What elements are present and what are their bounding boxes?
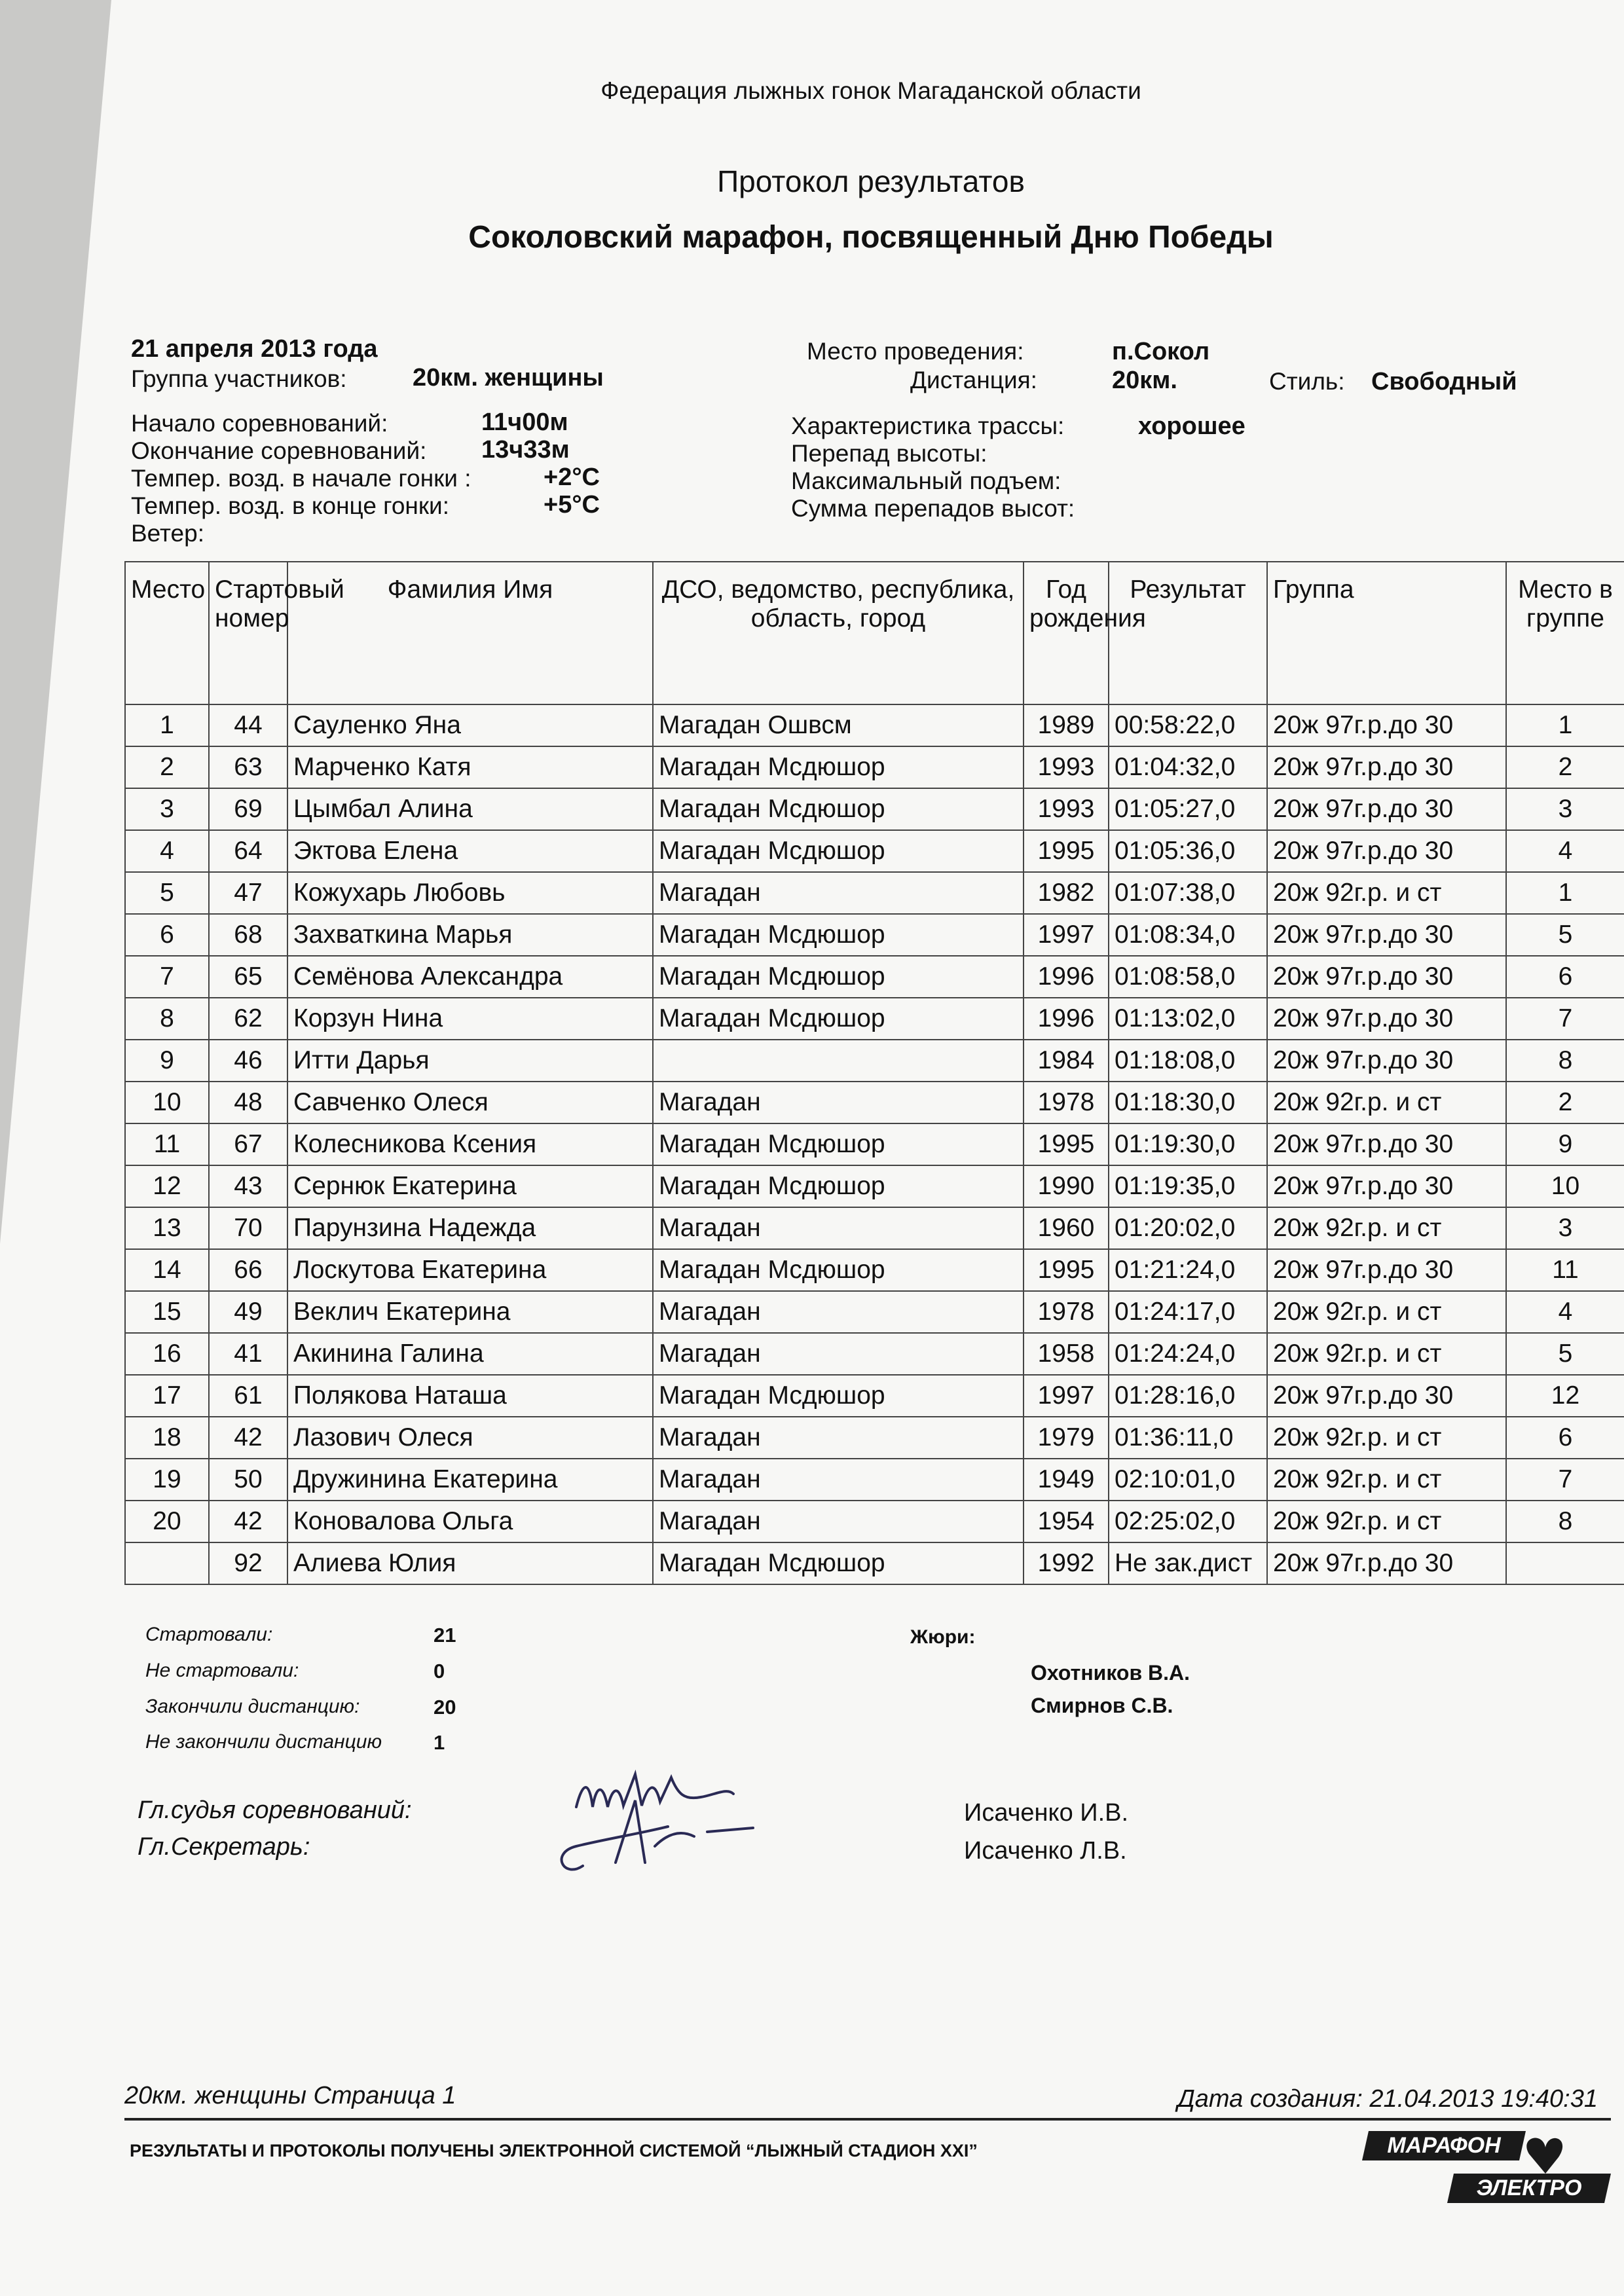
cell-result: 01:19:35,0 (1109, 1165, 1267, 1207)
cell-group: 20ж 97г.р.до 30 (1267, 1123, 1506, 1165)
table-row (125, 1375, 1624, 1417)
jury-label: Жюри: (910, 1626, 976, 1648)
table-row (125, 1082, 1624, 1123)
style-label: Стиль: (1269, 368, 1345, 395)
cell-group: 20ж 92г.р. и ст (1267, 1333, 1506, 1375)
cell-name: Полякова Наташа (287, 1375, 653, 1417)
cell-group: 20ж 97г.р.до 30 (1267, 1249, 1506, 1291)
end-value: 13ч33м (481, 436, 570, 464)
temp-end-value: +5°C (544, 491, 600, 519)
cell-bib: 50 (209, 1459, 287, 1501)
cell-result: Не зак.дист (1109, 1542, 1267, 1584)
table-row (125, 998, 1624, 1040)
cell-year: 1984 (1024, 1040, 1109, 1082)
event-title: Соколовский марафон, посвященный Дню Победы (468, 220, 1274, 255)
cell-year: 1995 (1024, 1249, 1109, 1291)
track-value: хорошее (1138, 412, 1246, 440)
handwritten-signature (537, 1755, 825, 1892)
cell-group-place: 6 (1506, 1417, 1624, 1459)
cell-result: 01:19:30,0 (1109, 1123, 1267, 1165)
cell-year: 1978 (1024, 1291, 1109, 1333)
cell-group: 20ж 97г.р.до 30 (1267, 1040, 1506, 1082)
height-diff-label: Перепад высоты: (791, 440, 987, 467)
cell-year: 1997 (1024, 914, 1109, 956)
cell-group-place: 2 (1506, 1082, 1624, 1123)
cell-result: 01:20:02,0 (1109, 1207, 1267, 1249)
cell-bib: 42 (209, 1501, 287, 1542)
cell-club: Магадан Мсдюшор (653, 914, 1024, 956)
cell-group: 20ж 92г.р. и ст (1267, 1291, 1506, 1333)
cell-club: Магадан Мсдюшор (653, 1542, 1024, 1584)
cell-group-place: 1 (1506, 872, 1624, 914)
cell-group: 20ж 92г.р. и ст (1267, 1207, 1506, 1249)
cell-name: Семёнова Александра (287, 956, 653, 998)
cell-place: 20 (125, 1501, 209, 1542)
col-name-header: Фамилия Имя (287, 562, 653, 704)
cell-group: 20ж 97г.р.до 30 (1267, 1165, 1506, 1207)
cell-place: 6 (125, 914, 209, 956)
table-row (125, 1291, 1624, 1333)
cell-bib: 65 (209, 956, 287, 998)
cell-bib: 64 (209, 830, 287, 872)
cell-club: Магадан Ошвсм (653, 704, 1024, 746)
event-date: 21 апреля 2013 года (131, 335, 378, 363)
cell-group-place: 9 (1506, 1123, 1624, 1165)
table-row (125, 1542, 1624, 1584)
cell-place: 13 (125, 1207, 209, 1249)
cell-group: 20ж 97г.р.до 30 (1267, 830, 1506, 872)
cell-group-place: 2 (1506, 746, 1624, 788)
table-row (125, 1417, 1624, 1459)
logo-text-bottom: ЭЛЕКТРО (1476, 2176, 1582, 2200)
cell-bib: 66 (209, 1249, 287, 1291)
cell-place: 16 (125, 1333, 209, 1375)
end-label: Окончание соревнований: (131, 437, 427, 464)
secretary-name: Исаченко Л.В. (964, 1837, 1127, 1865)
system-text: РЕЗУЛЬТАТЫ И ПРОТОКОЛЫ ПОЛУЧЕНЫ ЭЛЕКТРОННОЙ СИСТЕМОЙ “ЛЫЖНЫЙ СТАДИОН XXI” (130, 2141, 978, 2160)
cell-group: 20ж 92г.р. и ст (1267, 1417, 1506, 1459)
cell-group: 20ж 92г.р. и ст (1267, 1082, 1506, 1123)
wind-label: Ветер: (131, 520, 204, 547)
cell-result: 01:21:24,0 (1109, 1249, 1267, 1291)
total-climb-label: Сумма перепадов высот: (791, 495, 1075, 522)
cell-group-place: 12 (1506, 1375, 1624, 1417)
cell-name: Цымбал Алина (287, 788, 653, 830)
col-club-header: ДСО, ведомство, республика, область, город (653, 562, 1024, 704)
cell-club: Магадан (653, 1459, 1024, 1501)
cell-group: 20ж 97г.р.до 30 (1267, 704, 1506, 746)
col-place-header: Место (125, 562, 209, 704)
cell-result: 01:24:24,0 (1109, 1333, 1267, 1375)
col-year-header: Год рождения (1024, 562, 1109, 704)
cell-name: Сауленко Яна (287, 704, 653, 746)
started-label: Стартовали: (145, 1624, 273, 1645)
cell-year: 1995 (1024, 1123, 1109, 1165)
finished-label: Закончили дистанцию: (145, 1696, 360, 1717)
cell-group: 20ж 92г.р. и ст (1267, 872, 1506, 914)
cell-result: 01:08:34,0 (1109, 914, 1267, 956)
cell-place: 2 (125, 746, 209, 788)
col-group-header: Группа (1267, 562, 1506, 704)
cell-bib: 62 (209, 998, 287, 1040)
cell-club: Магадан Мсдюшор (653, 998, 1024, 1040)
cell-group-place: 10 (1506, 1165, 1624, 1207)
cell-name: Сернюк Екатерина (287, 1165, 653, 1207)
cell-result: 01:18:08,0 (1109, 1040, 1267, 1082)
cell-name: Итти Дарья (287, 1040, 653, 1082)
cell-place: 7 (125, 956, 209, 998)
cell-name: Корзун Нина (287, 998, 653, 1040)
cell-result: 01:08:58,0 (1109, 956, 1267, 998)
cell-club: Магадан Мсдюшор (653, 1249, 1024, 1291)
organization-name: Федерация лыжных гонок Магаданской области (600, 77, 1141, 104)
venue-label: Место проведения: (807, 338, 1024, 365)
style-value: Свободный (1371, 368, 1517, 395)
cell-group-place: 7 (1506, 998, 1624, 1040)
cell-group: 20ж 97г.р.до 30 (1267, 998, 1506, 1040)
cell-year: 1990 (1024, 1165, 1109, 1207)
cell-group-place: 6 (1506, 956, 1624, 998)
cell-result: 01:05:36,0 (1109, 830, 1267, 872)
cell-result: 01:07:38,0 (1109, 872, 1267, 914)
cell-year: 1993 (1024, 788, 1109, 830)
logo-text-top: МАРАФОН (1387, 2133, 1501, 2158)
cell-group-place: 5 (1506, 1333, 1624, 1375)
cell-bib: 70 (209, 1207, 287, 1249)
jury-member: Охотников В.А. (1031, 1661, 1190, 1685)
max-climb-label: Максимальный подъем: (791, 467, 1061, 494)
start-label: Начало соревнований: (131, 410, 388, 437)
started-value: 21 (434, 1624, 456, 1647)
cell-bib: 67 (209, 1123, 287, 1165)
cell-result: 01:24:17,0 (1109, 1291, 1267, 1333)
cell-club: Магадан (653, 1333, 1024, 1375)
marafon-electro-logo (1362, 2121, 1611, 2219)
cell-bib: 48 (209, 1082, 287, 1123)
cell-club: Магадан (653, 1417, 1024, 1459)
cell-result: 01:18:30,0 (1109, 1082, 1267, 1123)
cell-place: 5 (125, 872, 209, 914)
finished-value: 20 (434, 1696, 456, 1719)
cell-name: Лазович Олеся (287, 1417, 653, 1459)
cell-club: Магадан (653, 1207, 1024, 1249)
cell-year: 1954 (1024, 1501, 1109, 1542)
not-started-label: Не стартовали: (145, 1660, 299, 1681)
cell-group-place: 11 (1506, 1249, 1624, 1291)
cell-place: 1 (125, 704, 209, 746)
table-row (125, 1207, 1624, 1249)
cell-year: 1996 (1024, 956, 1109, 998)
cell-club (653, 1040, 1024, 1082)
cell-year: 1982 (1024, 872, 1109, 914)
cell-name: Кожухарь Любовь (287, 872, 653, 914)
cell-bib: 41 (209, 1333, 287, 1375)
cell-group: 20ж 97г.р.до 30 (1267, 1542, 1506, 1584)
cell-name: Веклич Екатерина (287, 1291, 653, 1333)
venue-value: п.Сокол (1112, 338, 1210, 365)
cell-club: Магадан Мсдюшор (653, 746, 1024, 788)
cell-group-place: 4 (1506, 1291, 1624, 1333)
cell-group: 20ж 97г.р.до 30 (1267, 788, 1506, 830)
cell-result: 01:04:32,0 (1109, 746, 1267, 788)
table-row (125, 872, 1624, 914)
cell-place: 14 (125, 1249, 209, 1291)
cell-name: Захваткина Марья (287, 914, 653, 956)
track-label: Характеристика трассы: (791, 412, 1065, 439)
creation-date: Дата создания: 21.04.2013 19:40:31 (1177, 2085, 1598, 2113)
cell-club: Магадан Мсдюшор (653, 830, 1024, 872)
cell-bib: 61 (209, 1375, 287, 1417)
cell-place: 19 (125, 1459, 209, 1501)
cell-year: 1997 (1024, 1375, 1109, 1417)
cell-club: Магадан (653, 1291, 1024, 1333)
cell-club: Магадан Мсдюшор (653, 788, 1024, 830)
cell-group-place: 8 (1506, 1501, 1624, 1542)
table-row (125, 956, 1624, 998)
cell-bib: 69 (209, 788, 287, 830)
page-info: 20км. женщины Страница 1 (124, 2082, 456, 2109)
cell-bib: 47 (209, 872, 287, 914)
cell-year: 1996 (1024, 998, 1109, 1040)
cell-place: 17 (125, 1375, 209, 1417)
table-row (125, 1333, 1624, 1375)
cell-result: 01:28:16,0 (1109, 1375, 1267, 1417)
cell-name: Дружинина Екатерина (287, 1459, 653, 1501)
cell-bib: 44 (209, 704, 287, 746)
cell-club: Магадан Мсдюшор (653, 1123, 1024, 1165)
cell-place: 3 (125, 788, 209, 830)
cell-year: 1978 (1024, 1082, 1109, 1123)
cell-year: 1979 (1024, 1417, 1109, 1459)
cell-group-place: 3 (1506, 788, 1624, 830)
chief-judge-name: Исаченко И.В. (964, 1799, 1129, 1827)
cell-group: 20ж 97г.р.до 30 (1267, 1375, 1506, 1417)
cell-place: 10 (125, 1082, 209, 1123)
cell-name: Колесникова Ксения (287, 1123, 653, 1165)
cell-group-place (1506, 1542, 1624, 1584)
table-row (125, 788, 1624, 830)
cell-bib: 92 (209, 1542, 287, 1584)
cell-group-place: 3 (1506, 1207, 1624, 1249)
cell-group: 20ж 97г.р.до 30 (1267, 956, 1506, 998)
group-label: Группа участников: (131, 365, 347, 392)
table-row (125, 914, 1624, 956)
col-result-header: Результат (1109, 562, 1267, 704)
cell-group-place: 4 (1506, 830, 1624, 872)
cell-year: 1960 (1024, 1207, 1109, 1249)
cell-name: Алиева Юлия (287, 1542, 653, 1584)
cell-result: 01:05:27,0 (1109, 788, 1267, 830)
table-row (125, 1459, 1624, 1501)
chief-judge-label: Гл.судья соревнований: (138, 1796, 412, 1824)
cell-name: Коновалова Ольга (287, 1501, 653, 1542)
table-row (125, 704, 1624, 746)
cell-group: 20ж 92г.р. и ст (1267, 1459, 1506, 1501)
table-row (125, 1165, 1624, 1207)
start-value: 11ч00м (481, 409, 568, 436)
distance-value: 20км. (1112, 367, 1177, 394)
secretary-label: Гл.Секретарь: (138, 1833, 310, 1861)
cell-name: Эктова Елена (287, 830, 653, 872)
cell-year: 1992 (1024, 1542, 1109, 1584)
cell-year: 1993 (1024, 746, 1109, 788)
cell-place: 4 (125, 830, 209, 872)
not-started-value: 0 (434, 1660, 445, 1683)
temp-start-label: Темпер. возд. в начале гонки : (131, 465, 471, 492)
cell-year: 1995 (1024, 830, 1109, 872)
temp-start-value: +2°C (544, 464, 600, 491)
jury-member: Смирнов С.В. (1031, 1694, 1173, 1717)
cell-result: 01:13:02,0 (1109, 998, 1267, 1040)
distance-label: Дистанция: (910, 367, 1037, 393)
cell-bib: 46 (209, 1040, 287, 1082)
cell-club: Магадан Мсдюшор (653, 1165, 1024, 1207)
table-row (125, 830, 1624, 872)
cell-name: Парунзина Надежда (287, 1207, 653, 1249)
cell-year: 1958 (1024, 1333, 1109, 1375)
table-row (125, 1040, 1624, 1082)
cell-name: Савченко Олеся (287, 1082, 653, 1123)
cell-club: Магадан (653, 1501, 1024, 1542)
not-finished-label: Не закончили дистанцию (145, 1731, 382, 1753)
not-finished-value: 1 (434, 1731, 445, 1754)
cell-result: 02:25:02,0 (1109, 1501, 1267, 1542)
document-title: Протокол результатов (717, 164, 1025, 198)
table-row (125, 1123, 1624, 1165)
cell-club: Магадан (653, 872, 1024, 914)
table-row (125, 1501, 1624, 1542)
cell-year: 1949 (1024, 1459, 1109, 1501)
cell-place: 8 (125, 998, 209, 1040)
cell-place: 11 (125, 1123, 209, 1165)
cell-result: 00:58:22,0 (1109, 704, 1267, 746)
cell-year: 1989 (1024, 704, 1109, 746)
cell-club: Магадан (653, 1082, 1024, 1123)
cell-bib: 63 (209, 746, 287, 788)
table-row (125, 746, 1624, 788)
cell-group-place: 7 (1506, 1459, 1624, 1501)
cell-group: 20ж 92г.р. и ст (1267, 1501, 1506, 1542)
cell-result: 02:10:01,0 (1109, 1459, 1267, 1501)
cell-place: 18 (125, 1417, 209, 1459)
cell-place: 15 (125, 1291, 209, 1333)
cell-bib: 42 (209, 1417, 287, 1459)
cell-group-place: 5 (1506, 914, 1624, 956)
cell-group: 20ж 97г.р.до 30 (1267, 746, 1506, 788)
table-header-row (125, 562, 1624, 704)
cell-bib: 49 (209, 1291, 287, 1333)
col-bib-header: Стартовый номер (209, 562, 287, 704)
cell-group-place: 8 (1506, 1040, 1624, 1082)
results-table (124, 561, 1624, 1585)
cell-group-place: 1 (1506, 704, 1624, 746)
cell-name: Акинина Галина (287, 1333, 653, 1375)
cell-place (125, 1542, 209, 1584)
table-row (125, 1249, 1624, 1291)
cell-name: Марченко Катя (287, 746, 653, 788)
col-group-place-header: Место в группе (1506, 562, 1624, 704)
cell-place: 12 (125, 1165, 209, 1207)
cell-bib: 43 (209, 1165, 287, 1207)
cell-club: Магадан Мсдюшор (653, 1375, 1024, 1417)
cell-club: Магадан Мсдюшор (653, 956, 1024, 998)
cell-place: 9 (125, 1040, 209, 1082)
cell-result: 01:36:11,0 (1109, 1417, 1267, 1459)
group-value: 20км. женщины (413, 364, 604, 392)
footer-divider (124, 2118, 1611, 2121)
temp-end-label: Темпер. возд. в конце гонки: (131, 492, 450, 519)
cell-group: 20ж 97г.р.до 30 (1267, 914, 1506, 956)
cell-bib: 68 (209, 914, 287, 956)
cell-name: Лоскутова Екатерина (287, 1249, 653, 1291)
